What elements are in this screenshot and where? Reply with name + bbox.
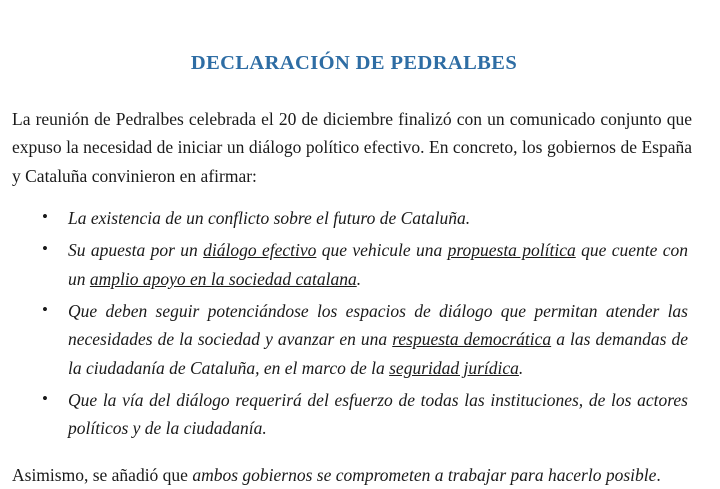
underlined-phrase: diálogo efectivo <box>203 240 317 261</box>
text-run: que cuente con un <box>68 240 688 289</box>
underlined-phrase: seguridad jurídica <box>389 357 519 378</box>
text-run: Su apuesta por un <box>68 240 204 261</box>
underlined-phrase: amplio apoyo en la sociedad catalana <box>89 268 357 289</box>
closing-emphasis: ambos gobiernos se comprometen a trabajar para hacerlo posible <box>192 464 657 485</box>
list-item <box>42 236 688 293</box>
text-run: Que deben seguir potenciándose los espacios de diálogo que permitan atender las necesidades de la sociedad y avanzar en una <box>68 301 688 350</box>
underlined-phrase: respuesta democrática <box>392 329 552 350</box>
text-run: que vehicule una <box>316 240 448 261</box>
text-run: La existencia de un conflicto sobre el futuro de Cataluña. <box>68 208 471 229</box>
closing-tail: . <box>656 464 661 485</box>
closing-paragraph <box>6 461 702 489</box>
page-title: DECLARACIÓN DE PEDRALBES <box>190 52 518 74</box>
list-item <box>42 204 688 232</box>
text-run: a las demandas de la ciudadanía de Cataluña, en el marco de la <box>68 329 689 378</box>
text-run: . <box>518 357 524 378</box>
declaration-bullet-list <box>6 204 702 443</box>
text-run: Que la vía del diálogo requerirá del esfuerzo de todas las instituciones, de los actores políticos y de la ciudadanía. <box>68 390 688 439</box>
list-item <box>42 386 688 443</box>
list-item <box>42 297 688 382</box>
text-run: . <box>356 268 362 289</box>
closing-lead: Asimismo, se añadió que <box>12 464 193 485</box>
underlined-phrase: propuesta política <box>447 240 576 261</box>
intro-paragraph: La reunión de Pedralbes celebrada el 20 de diciembre finalizó con un comunicado conjunto que expuso la necesidad de iniciar un diálogo político efectivo. En concreto, los gobiernos de España y Cataluña convinieron en afirmar: <box>12 109 692 186</box>
